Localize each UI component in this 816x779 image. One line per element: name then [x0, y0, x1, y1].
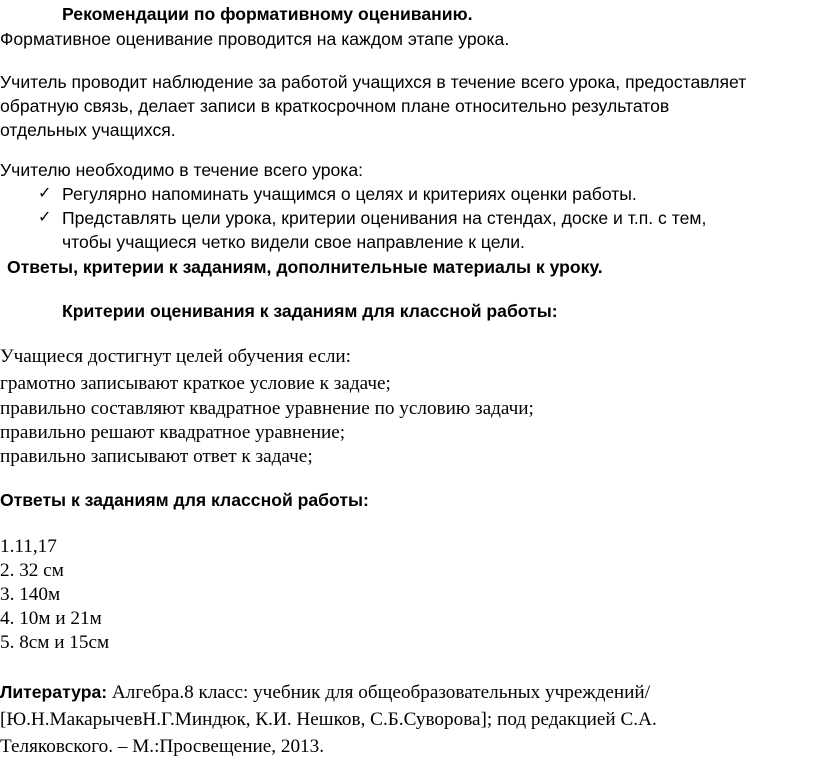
literature-line	[0, 680, 650, 705]
literature-line: [Ю.Н.МакарычевН.Г.Миндюк, К.И. Нешков, С.Б.Суворова]; под редакцией С.А.	[0, 709, 657, 730]
checklist-item: Представлять цели урока, критерии оценивания на стендах, доске и т.п. с тем,	[62, 208, 707, 228]
criteria-item: правильно записывают ответ к задаче;	[0, 446, 313, 467]
answer-item: 1.11,17	[0, 536, 57, 557]
answer-item: 5. 8см и 15см	[0, 632, 110, 653]
checklist-item-continuation: чтобы учащиеся четко видели свое направление к цели.	[62, 232, 525, 252]
criteria-item: грамотно записывают краткое условие к задаче;	[0, 373, 391, 394]
checklist-item: Регулярно напоминать учащимся о целях и критериях оценки работы.	[62, 184, 637, 204]
paragraph-line: отдельных учащихся.	[0, 120, 176, 140]
checkmark-icon: ✓	[38, 183, 52, 202]
answer-item: 4. 10м и 21м	[0, 608, 102, 629]
answers-section-heading: Ответы, критерии к заданиям, дополнительные материалы к уроку.	[7, 257, 603, 277]
checkmark-icon: ✓	[38, 207, 52, 226]
criteria-intro: Учащиеся достигнут целей обучения если:	[0, 346, 352, 367]
answer-item: 2. 32 см	[0, 560, 64, 581]
literature-line: Теляковского. – М.:Просвещение, 2013.	[0, 736, 325, 757]
recommendations-intro: Формативное оценивание проводится на каждом этапе урока.	[0, 29, 510, 49]
literature-label: Литература:	[0, 682, 108, 702]
criteria-heading: Критерии оценивания к заданиям для классной работы:	[62, 301, 558, 321]
paragraph-line: Учитель проводит наблюдение за работой учащихся в течение всего урока, предоставляет	[0, 72, 747, 92]
answer-item: 3. 140м	[0, 584, 61, 605]
class-answers-heading: Ответы к заданиям для классной работы:	[0, 490, 369, 510]
paragraph-line: обратную связь, делает записи в краткосрочном плане относительно результатов	[0, 96, 670, 116]
teacher-needs-text: Учителю необходимо в течение всего урока:	[0, 160, 364, 180]
recommendations-heading: Рекомендации по формативному оцениванию.	[62, 4, 473, 24]
criteria-item: правильно составляют квадратное уравнение по условию задачи;	[0, 398, 534, 419]
criteria-item: правильно решают квадратное уравнение;	[0, 422, 346, 443]
literature-text: Алгебра.8 класс: учебник для общеобразовательных учреждений/	[107, 682, 651, 703]
